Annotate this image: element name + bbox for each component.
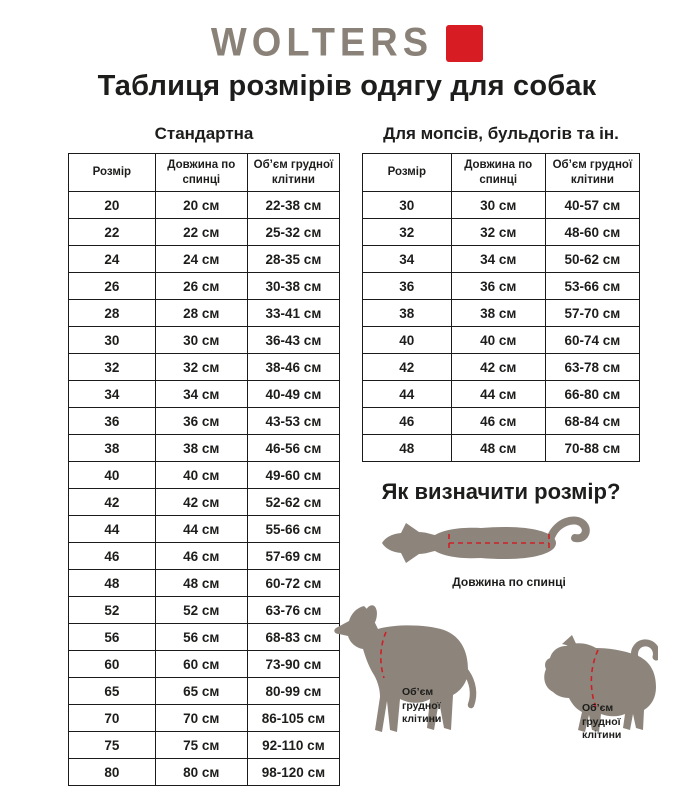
table-cell: 22 см bbox=[155, 219, 247, 246]
table-row bbox=[363, 192, 640, 219]
table-cell: 26 см bbox=[155, 273, 247, 300]
table-row bbox=[363, 408, 640, 435]
table-cell: 38-46 см bbox=[247, 354, 339, 381]
table-cell: 48-60 см bbox=[545, 219, 639, 246]
table-cell: 63-78 см bbox=[545, 354, 639, 381]
table-cell: 42 см bbox=[451, 354, 545, 381]
table-cell: 38 bbox=[69, 435, 156, 462]
table-cell: 34 см bbox=[155, 381, 247, 408]
how-to-title: Як визначити розмір? bbox=[381, 479, 621, 504]
table-cell: 53-66 см bbox=[545, 273, 639, 300]
table-cell: 55-66 см bbox=[247, 516, 339, 543]
table-cell: 30 см bbox=[155, 327, 247, 354]
table-cell: 32 см bbox=[451, 219, 545, 246]
table-row bbox=[363, 246, 640, 273]
table-cell: 32 bbox=[69, 354, 156, 381]
table-row bbox=[69, 624, 340, 651]
table-cell: 52 bbox=[69, 597, 156, 624]
table-cell: 22-38 см bbox=[247, 192, 339, 219]
table-row bbox=[363, 219, 640, 246]
table-cell: 30 bbox=[363, 192, 452, 219]
table-cell: 48 см bbox=[155, 570, 247, 597]
standard-table-title: Стандартна bbox=[154, 124, 254, 143]
table-row bbox=[69, 570, 340, 597]
table-row bbox=[69, 678, 340, 705]
table-cell: 30-38 см bbox=[247, 273, 339, 300]
table-row bbox=[69, 597, 340, 624]
dog-top-view-silhouette-icon bbox=[378, 510, 640, 572]
brand-logo bbox=[0, 22, 694, 65]
table-cell: 66-80 см bbox=[545, 381, 639, 408]
table-cell: 34 bbox=[363, 246, 452, 273]
table-cell: 38 bbox=[363, 300, 452, 327]
table-cell: 34 bbox=[69, 381, 156, 408]
table-row bbox=[69, 489, 340, 516]
table-row bbox=[363, 435, 640, 462]
column-header-back-length: Довжина по спинці bbox=[451, 154, 545, 192]
table-cell: 34 см bbox=[451, 246, 545, 273]
table-cell: 70 bbox=[69, 705, 156, 732]
table-cell: 68-83 см bbox=[247, 624, 339, 651]
table-row bbox=[69, 543, 340, 570]
table-row bbox=[69, 219, 340, 246]
pug-size-section bbox=[362, 124, 640, 589]
table-cell: 43-53 см bbox=[247, 408, 339, 435]
table-header-row bbox=[363, 154, 640, 192]
table-row bbox=[69, 759, 340, 786]
measure-dogs-figure bbox=[330, 602, 694, 752]
table-header-row bbox=[69, 154, 340, 192]
table-cell: 42 bbox=[363, 354, 452, 381]
table-row bbox=[69, 435, 340, 462]
chest-label: Об’єм грудної клітини bbox=[582, 702, 622, 742]
table-cell: 38 см bbox=[451, 300, 545, 327]
table-row bbox=[69, 408, 340, 435]
table-cell: 48 см bbox=[451, 435, 545, 462]
table-cell: 44 bbox=[363, 381, 452, 408]
table-row bbox=[69, 381, 340, 408]
column-header-size: Розмір bbox=[363, 154, 452, 192]
table-cell: 52 см bbox=[155, 597, 247, 624]
table-cell: 56 см bbox=[155, 624, 247, 651]
brand-logo-text: WOLTERS bbox=[210, 20, 434, 66]
table-row bbox=[363, 300, 640, 327]
table-cell: 44 см bbox=[451, 381, 545, 408]
table-cell: 73-90 см bbox=[247, 651, 339, 678]
standard-size-table bbox=[68, 153, 340, 786]
table-cell: 26 bbox=[69, 273, 156, 300]
table-cell: 30 см bbox=[451, 192, 545, 219]
table-cell: 70 см bbox=[155, 705, 247, 732]
table-cell: 57-70 см bbox=[545, 300, 639, 327]
table-cell: 49-60 см bbox=[247, 462, 339, 489]
table-cell: 98-120 см bbox=[247, 759, 339, 786]
table-cell: 44 bbox=[69, 516, 156, 543]
table-cell: 48 bbox=[363, 435, 452, 462]
table-cell: 40 bbox=[69, 462, 156, 489]
chest-label: Об’єм грудної клітини bbox=[402, 686, 442, 726]
table-cell: 33-41 см bbox=[247, 300, 339, 327]
table-row bbox=[363, 273, 640, 300]
table-cell: 42 см bbox=[155, 489, 247, 516]
table-cell: 80-99 см bbox=[247, 678, 339, 705]
table-cell: 60 bbox=[69, 651, 156, 678]
table-cell: 28-35 см bbox=[247, 246, 339, 273]
table-cell: 65 см bbox=[155, 678, 247, 705]
table-cell: 56 bbox=[69, 624, 156, 651]
table-cell: 32 bbox=[363, 219, 452, 246]
table-cell: 60-74 см bbox=[545, 327, 639, 354]
table-cell: 28 см bbox=[155, 300, 247, 327]
table-cell: 46 см bbox=[155, 543, 247, 570]
pug-table-title: Для мопсів, бульдогів та ін. bbox=[383, 124, 619, 143]
table-cell: 36 см bbox=[155, 408, 247, 435]
table-cell: 40-57 см bbox=[545, 192, 639, 219]
table-cell: 40 bbox=[363, 327, 452, 354]
dog-top-view-figure bbox=[378, 510, 640, 572]
table-cell: 70-88 см bbox=[545, 435, 639, 462]
table-cell: 36-43 см bbox=[247, 327, 339, 354]
table-cell: 40 см bbox=[451, 327, 545, 354]
table-cell: 80 см bbox=[155, 759, 247, 786]
table-cell: 57-69 см bbox=[247, 543, 339, 570]
table-cell: 24 bbox=[69, 246, 156, 273]
table-cell: 36 bbox=[363, 273, 452, 300]
table-row bbox=[69, 354, 340, 381]
table-row bbox=[69, 273, 340, 300]
table-cell: 20 см bbox=[155, 192, 247, 219]
table-row bbox=[69, 192, 340, 219]
table-cell: 40 см bbox=[155, 462, 247, 489]
table-cell: 44 см bbox=[155, 516, 247, 543]
table-cell: 46 bbox=[363, 408, 452, 435]
table-cell: 46 см bbox=[451, 408, 545, 435]
table-row bbox=[69, 462, 340, 489]
table-cell: 86-105 см bbox=[247, 705, 339, 732]
table-row bbox=[69, 246, 340, 273]
brand-logo-square-icon bbox=[446, 25, 483, 62]
table-cell: 25-32 см bbox=[247, 219, 339, 246]
table-cell: 40-49 см bbox=[247, 381, 339, 408]
table-cell: 20 bbox=[69, 192, 156, 219]
table-cell: 32 см bbox=[155, 354, 247, 381]
table-cell: 30 bbox=[69, 327, 156, 354]
pug-size-table bbox=[362, 153, 640, 462]
table-cell: 52-62 см bbox=[247, 489, 339, 516]
column-header-size: Розмір bbox=[69, 154, 156, 192]
column-header-back-length: Довжина по спинці bbox=[155, 154, 247, 192]
table-row bbox=[69, 732, 340, 759]
table-row bbox=[69, 705, 340, 732]
table-row bbox=[69, 327, 340, 354]
table-cell: 24 см bbox=[155, 246, 247, 273]
table-cell: 36 см bbox=[451, 273, 545, 300]
table-cell: 65 bbox=[69, 678, 156, 705]
table-cell: 28 bbox=[69, 300, 156, 327]
table-cell: 75 см bbox=[155, 732, 247, 759]
column-header-chest: Об’єм грудної клітини bbox=[545, 154, 639, 192]
table-cell: 80 bbox=[69, 759, 156, 786]
table-cell: 46 bbox=[69, 543, 156, 570]
standard-size-section bbox=[68, 124, 340, 786]
table-cell: 92-110 см bbox=[247, 732, 339, 759]
table-cell: 48 bbox=[69, 570, 156, 597]
table-cell: 68-84 см bbox=[545, 408, 639, 435]
table-cell: 22 bbox=[69, 219, 156, 246]
table-cell: 38 см bbox=[155, 435, 247, 462]
table-cell: 50-62 см bbox=[545, 246, 639, 273]
table-cell: 42 bbox=[69, 489, 156, 516]
table-row bbox=[69, 651, 340, 678]
table-cell: 75 bbox=[69, 732, 156, 759]
table-cell: 60-72 см bbox=[247, 570, 339, 597]
table-row bbox=[69, 516, 340, 543]
table-row bbox=[69, 300, 340, 327]
table-row bbox=[363, 327, 640, 354]
table-row bbox=[363, 354, 640, 381]
back-length-label: Довжина по спинці bbox=[452, 575, 566, 589]
column-header-chest: Об’єм грудної клітини bbox=[247, 154, 339, 192]
table-cell: 60 см bbox=[155, 651, 247, 678]
page-title: Таблиця розмірів одягу для собак bbox=[97, 70, 597, 102]
table-cell: 46-56 см bbox=[247, 435, 339, 462]
table-row bbox=[363, 381, 640, 408]
table-cell: 63-76 см bbox=[247, 597, 339, 624]
table-cell: 36 bbox=[69, 408, 156, 435]
